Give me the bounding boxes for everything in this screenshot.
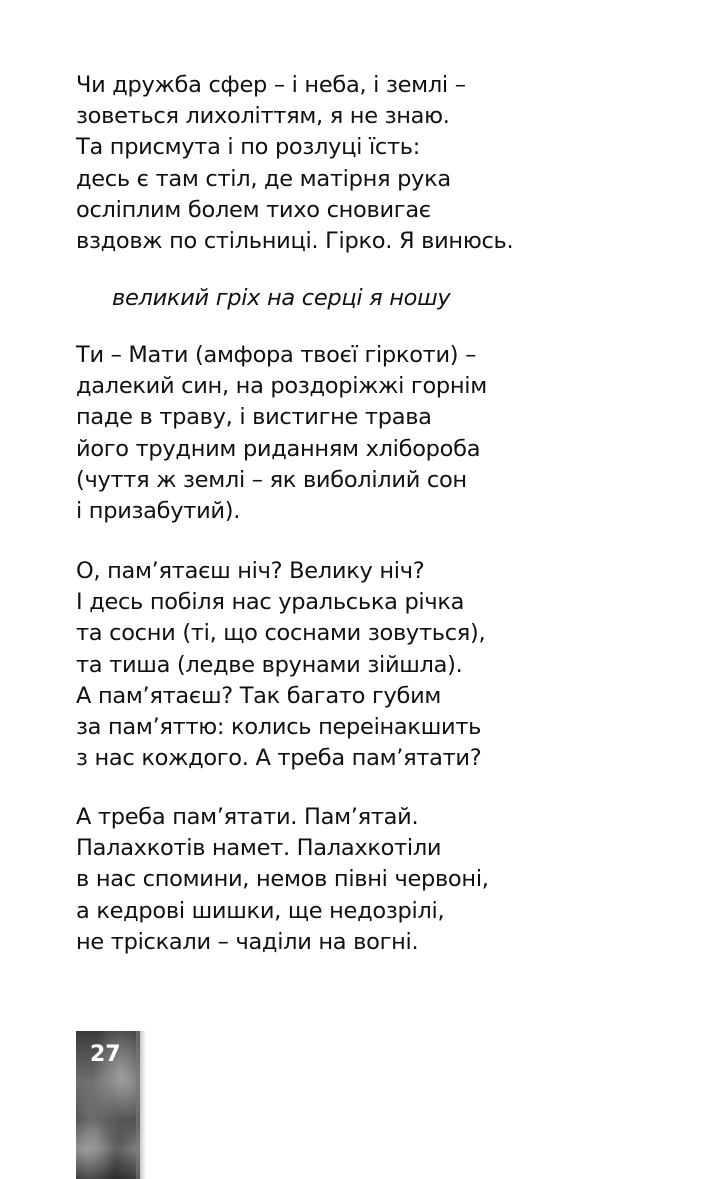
- poem-line: з нас кождого. А треба пам’ятати?: [76, 745, 482, 772]
- italic-epigraph-line: великий гріх на серці я ношу: [112, 285, 451, 311]
- poem-line: вздовж по стільниці. Гірко. Я винюсь.: [76, 228, 514, 255]
- poem-line: та сосни (ті, що соснами зовуться),: [76, 620, 486, 647]
- poem-line: і призабутий).: [76, 498, 241, 525]
- poem-line: не тріскали – чаділи на вогні.: [76, 928, 419, 955]
- poem-line: (чуття ж землі – як виболілий сон: [76, 466, 467, 493]
- stanza-3: [76, 340, 487, 527]
- poem-line: Та присмута і по розлуці їсть:: [76, 134, 421, 161]
- poem-line: зоветься лихоліттям, я не знаю.: [76, 103, 450, 130]
- poem-line: паде в траву, і вистигне трава: [76, 404, 432, 431]
- poem-line: осліплим болем тихо сновигає: [76, 196, 431, 223]
- poem-line: Ти – Мати (амфора твоєї гіркоти) –: [76, 342, 477, 368]
- poem-line: далекий син, на роздоріжжі горнім: [76, 373, 487, 400]
- poem-line: І десь побіля нас уральська річка: [76, 589, 465, 616]
- poem-line: його трудним риданням хлібороба: [76, 435, 481, 462]
- poem-line: десь є там стіл, де матірня рука: [76, 165, 451, 192]
- poem-line: а кедрові шишки, ще недозрілі,: [76, 897, 445, 924]
- poem-line: та тиша (ледве врунами зійшла).: [76, 651, 463, 678]
- stanza-5: [76, 802, 489, 958]
- poem-line: Чи дружба сфер – і неба, і землі –: [76, 72, 466, 98]
- poem-line: Палахкотів намет. Палахкотіли: [76, 835, 442, 862]
- page-number-tab: [76, 1031, 140, 1179]
- poem-line: А пам’ятаєш? Так багато губим: [76, 682, 442, 709]
- poem-line: О, пам’ятаєш ніч? Велику ніч?: [76, 558, 425, 584]
- poem-line: А треба пам’ятати. Пам’ятай.: [76, 804, 419, 830]
- poem-line: в нас спомини, немов півні червоні,: [76, 866, 489, 893]
- stanza-4: [76, 556, 485, 774]
- page-number: 27: [90, 1042, 121, 1067]
- stanza-1: [76, 70, 513, 257]
- poem-line: за пам’яттю: колись переінакшить: [76, 714, 482, 741]
